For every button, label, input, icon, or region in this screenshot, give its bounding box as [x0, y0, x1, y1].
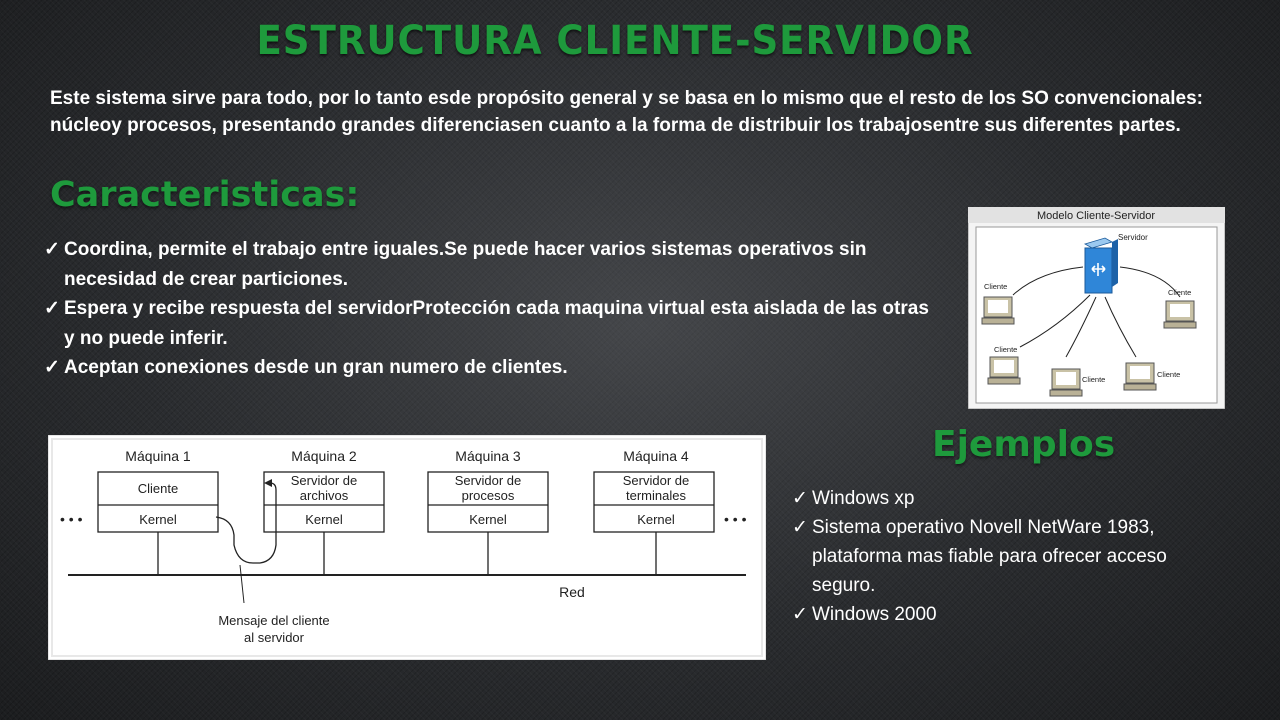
svg-text:Kernel: Kernel: [637, 512, 675, 527]
machine-1-label: Máquina 1: [125, 448, 191, 464]
svg-text:Cliente: Cliente: [137, 481, 179, 496]
svg-text:Kernel: Kernel: [139, 512, 177, 527]
client-computer-icon: [1050, 369, 1082, 396]
check-icon: ✓: [792, 517, 808, 538]
svg-text:Kernel: Kernel: [469, 512, 507, 527]
svg-text:terminales: terminales: [626, 488, 686, 503]
ellipsis-right: • • •: [724, 511, 747, 527]
ejemplos-list: [792, 484, 1192, 629]
message-label-line1: Mensaje del cliente: [218, 613, 330, 628]
svg-text:procesos: procesos: [461, 488, 515, 503]
list-item: ✓ Windows xp: [792, 484, 1192, 513]
machine-3-label: Máquina 3: [455, 448, 521, 464]
model-title: Modelo Cliente-Servidor: [1037, 210, 1155, 222]
svg-text:Cliente: Cliente: [1082, 375, 1106, 384]
svg-text:Cliente: Cliente: [984, 282, 1008, 291]
client-server-model-diagram: [968, 207, 1225, 409]
message-label-line2: al servidor: [244, 630, 304, 645]
network-label: Red: [559, 584, 585, 600]
intro-paragraph: Este sistema sirve para todo, por lo tanto esde propósito general y se basa en lo mismo que el resto de los SO convencionales: núcleoy procesos, presentando grandes diferenciasen cuanto a la forma de distribuir los trabajosentre sus diferentes partes.: [50, 88, 1204, 136]
svg-text:Cliente: Cliente: [1168, 288, 1192, 297]
list-item: ✓ Sistema operativo Novell NetWare 1983, plataforma mas fiable para ofrecer acceso seguro.: [792, 513, 1192, 600]
svg-text:Cliente: Cliente: [1157, 370, 1181, 379]
network-machines-image: [48, 435, 766, 660]
client-computer-icon: [982, 297, 1014, 324]
network-machines-diagram: [48, 435, 766, 660]
list-item: ✓ Windows 2000: [792, 600, 1192, 629]
check-icon: ✓: [44, 239, 60, 260]
check-icon: ✓: [44, 298, 60, 319]
list-item: ✓ Coordina, permite el trabajo entre iguales.Se puede hacer varios sistemas operativos sin necesidad de crear particiones.: [44, 235, 944, 294]
svg-text:archivos: archivos: [299, 488, 349, 503]
svg-text:Servidor de: Servidor de: [454, 473, 522, 488]
check-icon: ✓: [44, 357, 60, 378]
caracteristicas-heading: Caracteristicas:: [50, 175, 360, 215]
check-icon: ✓: [792, 488, 808, 509]
client-computer-icon: [1124, 363, 1156, 390]
svg-text:Servidor de: Servidor de: [290, 473, 358, 488]
machine-4-label: Máquina 4: [623, 448, 689, 464]
client-computer-icon: [1164, 301, 1196, 328]
machine-2-label: Máquina 2: [291, 448, 357, 464]
ejemplos-heading: Ejemplos: [932, 424, 1116, 465]
caracteristicas-list: [44, 235, 944, 383]
client-computer-icon: [988, 357, 1020, 384]
svg-text:Kernel: Kernel: [305, 512, 343, 527]
ellipsis-left: • • •: [60, 511, 83, 527]
list-item: ✓ Aceptan conexiones desde un gran numero de clientes.: [44, 353, 944, 383]
client-server-model-image: [968, 207, 1225, 409]
check-icon: ✓: [792, 604, 808, 625]
svg-text:Servidor de: Servidor de: [622, 473, 690, 488]
svg-text:Cliente: Cliente: [994, 345, 1018, 354]
list-item: ✓ Espera y recibe respuesta del servidorProtección cada maquina virtual esta aislada de las otras y no puede inferir.: [44, 294, 944, 353]
page-title: ESTRUCTURA CLIENTE-SERVIDOR: [256, 18, 974, 64]
server-label: Servidor: [1118, 233, 1148, 242]
